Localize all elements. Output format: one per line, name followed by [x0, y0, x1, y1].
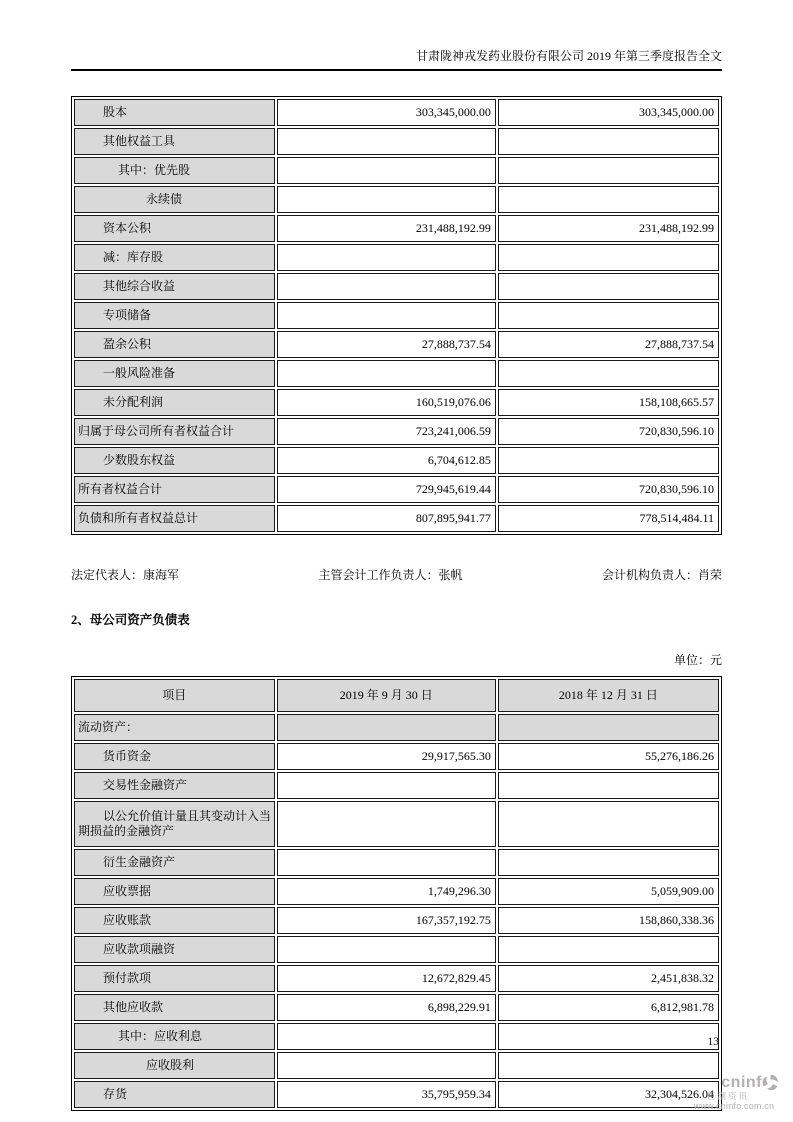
section-title: 2、母公司资产负债表	[71, 613, 190, 627]
signature-line	[71, 566, 722, 583]
row-label-cell: 永续债	[74, 186, 275, 213]
value-cell: 5,059,909.00	[498, 878, 719, 905]
value-cell: 303,345,000.00	[277, 99, 496, 126]
row-label-cell: 其中：优先股	[74, 157, 275, 184]
value-cell: 27,888,737.54	[498, 331, 719, 358]
value-cell: 1,749,296.30	[277, 878, 496, 905]
value-cell	[498, 936, 719, 963]
value-cell	[277, 772, 496, 799]
table-row	[74, 743, 719, 770]
row-label-cell: 应收账款	[74, 907, 275, 934]
value-cell: 167,357,192.75	[277, 907, 496, 934]
row-label-cell: 盈余公积	[74, 331, 275, 358]
row-label-cell: 衍生金融资产	[74, 849, 275, 876]
table-row	[74, 186, 719, 213]
row-label-cell: 应收款项融资	[74, 936, 275, 963]
table-row	[74, 389, 719, 416]
value-cell	[498, 849, 719, 876]
value-cell: 160,519,076.06	[277, 389, 496, 416]
row-label-cell: 减：库存股	[74, 244, 275, 271]
row-label-cell: 负债和所有者权益总计	[74, 505, 275, 532]
row-label-cell: 少数股东权益	[74, 447, 275, 474]
value-cell: 723,241,006.59	[277, 418, 496, 445]
row-label-cell: 预付款项	[74, 965, 275, 992]
row-label-cell: 以公允价值计量且其变动计入当期损益的金融资产	[74, 801, 275, 847]
row-label-cell: 一般风险准备	[74, 360, 275, 387]
page-header	[71, 0, 722, 71]
row-label-cell: 流动资产：	[74, 714, 275, 741]
logo-caption: 巨潮资讯	[706, 1090, 749, 1101]
row-label-cell: 交易性金融资产	[74, 772, 275, 799]
row-label-cell: 其中：应收利息	[74, 1023, 275, 1050]
table-row	[74, 505, 719, 532]
value-cell	[277, 714, 496, 741]
chief-accounting-officer-signature: 主管会计工作负责人：张帆	[318, 568, 463, 582]
table-row	[74, 302, 719, 329]
parent-balance-sheet-table	[71, 676, 722, 1111]
row-label-cell: 其他综合收益	[74, 273, 275, 300]
value-cell: 6,812,981.78	[498, 994, 719, 1021]
value-cell: 231,488,192.99	[498, 215, 719, 242]
page-number: 13	[707, 1036, 719, 1048]
column-header-item: 项目	[74, 679, 275, 712]
row-label-cell: 应收股利	[74, 1052, 275, 1079]
table-row	[74, 447, 719, 474]
table-row	[74, 244, 719, 271]
consolidated-equity-table	[71, 96, 722, 535]
value-cell: 29,917,565.30	[277, 743, 496, 770]
table-row	[74, 965, 719, 992]
value-cell	[277, 801, 496, 847]
value-cell: 12,672,829.45	[277, 965, 496, 992]
page-header-title: 甘肃陇神戎发药业股份有限公司 2019 年第三季度报告全文	[415, 49, 722, 63]
table-row	[74, 994, 719, 1021]
value-cell	[498, 157, 719, 184]
value-cell	[498, 772, 719, 799]
value-cell: 27,888,737.54	[277, 331, 496, 358]
table-row	[74, 878, 719, 905]
table-header-row	[74, 679, 719, 712]
value-cell	[498, 302, 719, 329]
table-row	[74, 714, 719, 741]
row-label-cell: 其他权益工具	[74, 128, 275, 155]
value-cell	[498, 244, 719, 271]
value-cell	[498, 128, 719, 155]
logo-swirl-icon	[762, 1074, 779, 1091]
row-label-cell: 股本	[74, 99, 275, 126]
value-cell	[277, 128, 496, 155]
value-cell: 2,451,838.32	[498, 965, 719, 992]
column-header-2019: 2019 年 9 月 30 日	[277, 679, 496, 712]
table-row	[74, 801, 719, 847]
row-label-cell: 应收票据	[74, 878, 275, 905]
value-cell: 303,345,000.00	[498, 99, 719, 126]
row-label-cell: 存货	[74, 1081, 275, 1108]
value-cell	[277, 157, 496, 184]
value-cell	[277, 936, 496, 963]
row-label-cell: 所有者权益合计	[74, 476, 275, 503]
value-cell	[277, 360, 496, 387]
value-cell: 729,945,619.44	[277, 476, 496, 503]
value-cell: 32,304,526.04	[498, 1081, 719, 1108]
value-cell: 231,488,192.99	[277, 215, 496, 242]
row-label-cell: 归属于母公司所有者权益合计	[74, 418, 275, 445]
row-label-cell: 货币资金	[74, 743, 275, 770]
table-row	[74, 215, 719, 242]
value-cell	[277, 244, 496, 271]
row-label-cell: 资本公积	[74, 215, 275, 242]
table-row	[74, 331, 719, 358]
value-cell	[277, 186, 496, 213]
logo-url: www.cninfo.com.cn	[693, 1100, 775, 1111]
legal-representative-signature: 法定代表人：康海军	[71, 568, 180, 582]
table-row	[74, 157, 719, 184]
table-row	[74, 360, 719, 387]
table-row	[74, 772, 719, 799]
logo-brand-text: cninf	[721, 1074, 762, 1091]
table-row	[74, 1023, 719, 1050]
row-label-cell: 其他应收款	[74, 994, 275, 1021]
value-cell	[277, 1052, 496, 1079]
table-row	[74, 273, 719, 300]
value-cell: 720,830,596.10	[498, 476, 719, 503]
table-row	[74, 849, 719, 876]
value-cell: 807,895,941.77	[277, 505, 496, 532]
table-row	[74, 1052, 719, 1079]
value-cell	[498, 360, 719, 387]
table-row	[74, 128, 719, 155]
value-cell	[498, 714, 719, 741]
value-cell: 35,795,959.34	[277, 1081, 496, 1108]
column-header-2018: 2018 年 12 月 31 日	[498, 679, 719, 712]
value-cell: 158,108,665.57	[498, 389, 719, 416]
value-cell: 55,276,186.26	[498, 743, 719, 770]
value-cell	[498, 186, 719, 213]
value-cell: 778,514,484.11	[498, 505, 719, 532]
row-label-cell: 专项储备	[74, 302, 275, 329]
value-cell: 158,860,338.36	[498, 907, 719, 934]
accounting-dept-head-signature: 会计机构负责人：肖荣	[601, 568, 722, 582]
value-cell: 6,704,612.85	[277, 447, 496, 474]
table-row	[74, 476, 719, 503]
value-cell	[277, 273, 496, 300]
table-row	[74, 907, 719, 934]
table-row	[74, 1081, 719, 1108]
value-cell	[277, 302, 496, 329]
value-cell: 6,898,229.91	[277, 994, 496, 1021]
table-row	[74, 936, 719, 963]
value-cell	[277, 849, 496, 876]
value-cell	[277, 1023, 496, 1050]
value-cell	[498, 447, 719, 474]
unit-label: 单位：元	[673, 653, 722, 667]
value-cell	[498, 801, 719, 847]
value-cell: 720,830,596.10	[498, 418, 719, 445]
cninfo-logo	[679, 1074, 789, 1112]
row-label-cell: 未分配利润	[74, 389, 275, 416]
table-row	[74, 418, 719, 445]
table-row	[74, 99, 719, 126]
value-cell	[498, 273, 719, 300]
value-cell	[498, 1023, 719, 1050]
